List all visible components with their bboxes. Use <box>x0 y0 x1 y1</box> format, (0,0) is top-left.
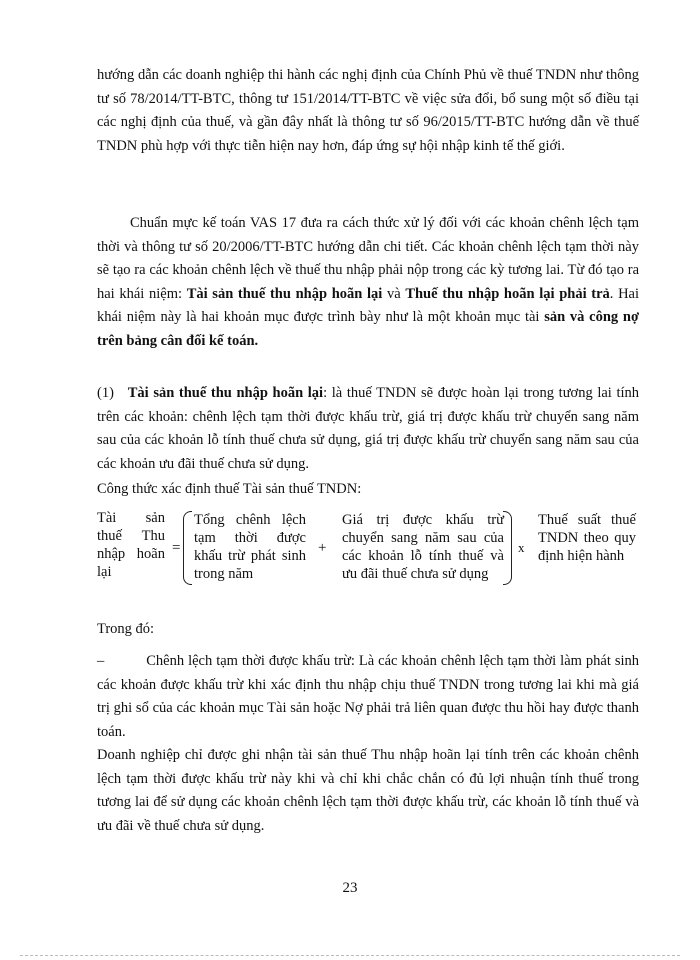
vas17-text-2: và <box>382 285 406 302</box>
paragraph-definition <box>97 650 639 744</box>
page-number: 23 <box>342 880 358 896</box>
vas17-bold-term-1: Tài sản thuế thu nhập hoãn lại <box>186 285 383 302</box>
vas17-bold-term-2: Thuế thu nhập hoãn lại phải trả <box>405 285 610 302</box>
definition-dash: – <box>97 653 105 669</box>
paragraph-item-1 <box>97 382 639 476</box>
formula-left-paren <box>183 511 192 585</box>
vas17-bold-term-3: sản và công nợ trên bảng cân đối kế toán. <box>97 309 639 349</box>
recognition-text: Doanh nghiệp chỉ được ghi nhận tài sản thuế Thu nhập hoãn lại tính trên các khoản chênh lệch tạm thời được khấu trừ này khi và chỉ khi chắc chắn có đủ lợi nhuận tính thuế trong tương lai để sử dụng các khoản chênh lệch tạm thời được khấu trừ, các khoản lỗ tính thuế và ưu đãi về thuế chưa sử dụng. <box>97 747 639 834</box>
paragraph-intro-text: hướng dẫn các doanh nghiệp thi hành các nghị định của Chính Phủ về thuế TNDN như thông tư số 78/2014/TT-BTC, thông tư 151/2014/TT-BTC về việc sửa đổi, bổ sung một số điều tại các nghị định của thuế, và gần đây nhất là thông tư số 96/2015/TT-BTC hướng dẫn về thuế TNDN phù hợp với thực tiễn hiện nay hơn, đáp ứng sự hội nhập kinh tế thế giới. <box>97 67 639 154</box>
paragraph-recognition <box>97 744 639 838</box>
formula-term-b: Giá trị được khấu trừ chuyển sang năm sau của các khoản lỗ tính thuế và ưu đãi thuế chưa sử dụng <box>342 512 504 582</box>
formula-term-c: Thuế suất thuế TNDN theo quy định hiện hành <box>538 512 636 564</box>
vas17-text-1: Chuẩn mực kế toán VAS 17 đưa ra cách thức xử lý đối với các khoản chênh lệch tạm thời và thông tư số 20/2006/TT-BTC hướng dẫn chi tiết. Các khoản chênh lệch tạm thời này sẽ tạo ra các khoản chênh lệch về thuế thu nhập phải nộp trong các kỳ tương lai. Từ đó tạo ra hai khái niệm: <box>97 215 639 302</box>
paragraph-intro <box>97 64 639 158</box>
vas17-text-3: . Hai khái niệm này là hai khoản mục được trình bày như là một khoản mục tài <box>97 285 640 325</box>
formula-caption <box>97 478 639 502</box>
item-text: : là thuế TNDN sẽ được hoàn lại trong tương lai tính trên các khoản: chênh lệch tạm thời được khấu trừ, giá trị được khấu trừ chuyển sang năm sau của các khoản lỗ tính thuế chưa sử dụng, giá trị được khấu trừ chuyển sang năm sau của các khoản ưu đãi thuế chưa sử dụng. <box>97 385 639 472</box>
formula-lhs: Tài sản thuế Thu nhập hoãn lại <box>97 510 165 580</box>
item-number: (1) <box>97 385 114 401</box>
formula-plus: + <box>318 540 327 556</box>
formula-caption-text: Công thức xác định thuế Tài sản thuế TNDN: <box>97 481 362 497</box>
item-bold-term: Tài sản thuế thu nhập hoãn lại <box>127 385 324 401</box>
formula-term-a: Tổng chênh lệch tạm thời được khấu trừ phát sinh trong năm <box>194 512 306 582</box>
where-text: Trong đó: <box>97 621 155 637</box>
formula-equals: = <box>172 540 181 556</box>
formula-times: x <box>518 540 525 555</box>
formula-right-paren <box>503 511 512 585</box>
formula-block <box>97 509 642 589</box>
paragraph-where <box>97 618 639 642</box>
page-bottom-border <box>20 955 680 956</box>
paragraph-vas17 <box>97 212 639 353</box>
definition-text: Chênh lệch tạm thời được khấu trừ: Là các khoản chênh lệch tạm thời làm phát sinh các khoản được khấu trừ khi xác định thu nhập chịu thuế TNDN trong tương lai khi mà giá trị ghi sổ của các khoản mục Tài sản hoặc Nợ phải trả liên quan được thu hồi hay được thanh toán. <box>97 653 639 740</box>
